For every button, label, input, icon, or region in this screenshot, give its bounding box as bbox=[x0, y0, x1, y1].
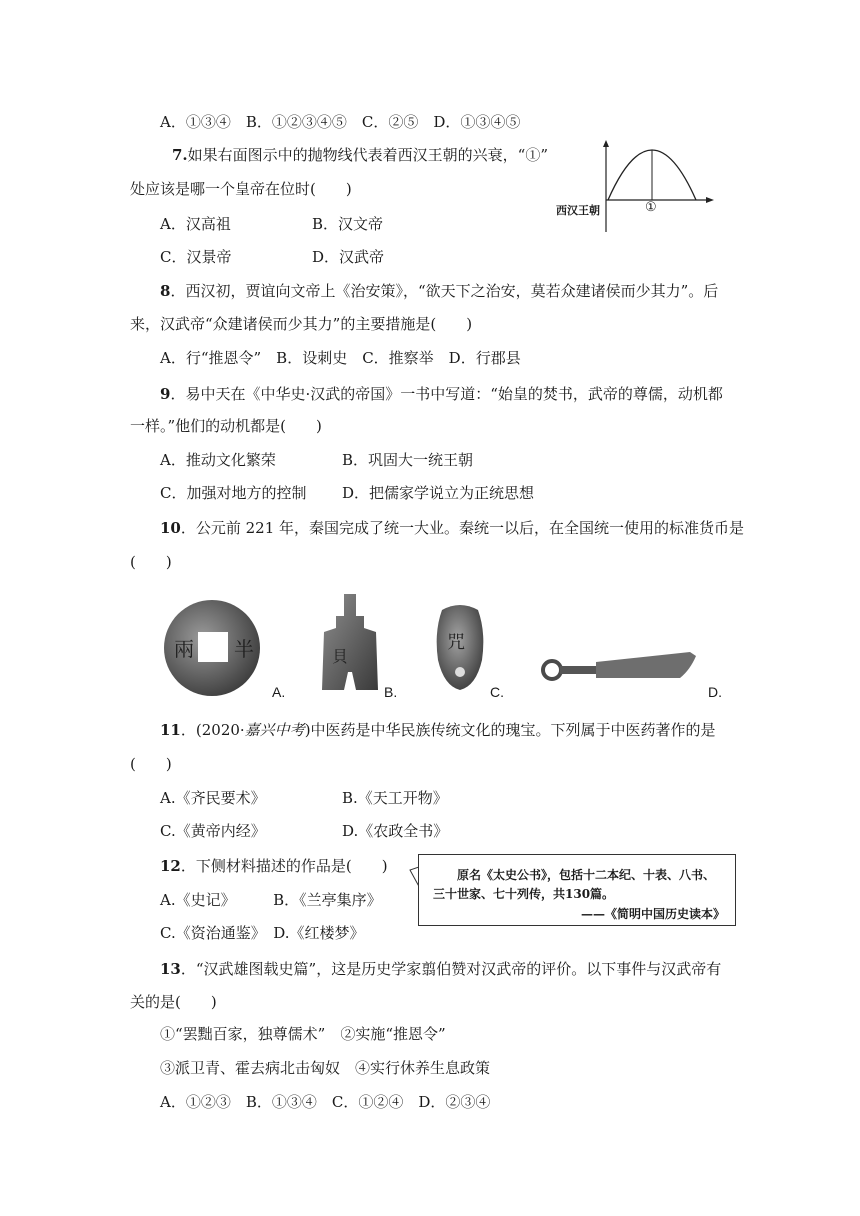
svg-text:咒: 咒 bbox=[447, 632, 465, 653]
q11-stem-line1 bbox=[160, 720, 716, 740]
quote-source: ——《简明中国历史读本》 bbox=[580, 907, 725, 921]
coin-images bbox=[160, 592, 740, 704]
q11-option-a: A.《齐民要术》 bbox=[160, 789, 266, 807]
q7-option-d: D．汉武帝 bbox=[312, 248, 385, 266]
q10-stem-line1 bbox=[160, 518, 744, 538]
q9-option-b: B．巩固大一统王朝 bbox=[342, 451, 474, 469]
q13-stem-line2: 关的是( ) bbox=[130, 993, 217, 1011]
q12-stem-text: ．下侧材料描述的作品是( ) bbox=[180, 857, 388, 875]
parabola-graphic bbox=[548, 140, 718, 236]
q9-stem-line1 bbox=[160, 384, 723, 404]
q11-option-b: B.《天工开物》 bbox=[342, 789, 448, 807]
q8-stem-text: ．西汉初，贾谊向文帝上《治安策》，“欲天下之治安，莫若众建诸侯而少其力”。后 bbox=[170, 282, 719, 300]
q7-option-c: C．汉景帝 bbox=[160, 248, 232, 266]
q7-stem-line1 bbox=[172, 145, 548, 165]
q10-number: 10 bbox=[160, 519, 181, 537]
coin-b-image bbox=[318, 592, 382, 696]
q9-stem-line2: 一样。”他们的动机都是( ) bbox=[130, 417, 322, 435]
q8-stem-line2: 来，汉武帝“众建诸侯而少其力”的主要措施是( ) bbox=[130, 315, 473, 333]
svg-text:兩: 兩 bbox=[174, 637, 194, 661]
coin-a-image bbox=[160, 598, 266, 698]
q13-options: A．①②③ B．①③④ C．①②④ D．②③④ bbox=[160, 1093, 491, 1111]
q8-stem-line1 bbox=[160, 281, 718, 301]
q7-option-b: B．汉文帝 bbox=[312, 215, 384, 233]
q9-option-a: A．推动文化繁荣 bbox=[160, 451, 276, 469]
q12-options-ab: A.《史记》 B．《兰亭集序》 bbox=[160, 891, 382, 909]
q11-number: 11 bbox=[160, 721, 181, 739]
q10-stem-text: ．公元前 221 年，秦国完成了统一大业。秦统一以后，在全国统一使用的标准货币是 bbox=[180, 519, 745, 537]
q12-number: 12 bbox=[160, 857, 181, 875]
coin-d-image bbox=[540, 648, 700, 688]
q10-stem-line2: ( ) bbox=[130, 553, 172, 571]
svg-text:半: 半 bbox=[234, 637, 254, 661]
q9-option-c: C．加强对地方的控制 bbox=[160, 484, 307, 502]
svg-text:貝: 貝 bbox=[332, 647, 349, 666]
q8-number: 8 bbox=[160, 282, 171, 300]
q12-options-cd: C.《资治通鉴》 D.《红楼梦》 bbox=[160, 924, 365, 942]
diagram-axis-label: 西汉王朝 bbox=[556, 204, 600, 217]
q11-stem-line2: ( ) bbox=[130, 755, 172, 773]
coin-c-image bbox=[432, 602, 488, 692]
q7-option-a: A．汉高祖 bbox=[160, 215, 231, 233]
q9-stem-text: ．易中天在《中华史·汉武的帝国》一书中写道：“始皇的焚书，武帝的尊儒，动机都 bbox=[170, 385, 723, 403]
diagram-marker: ① bbox=[645, 200, 657, 215]
q8-options: A．行“推恩令” B．设刺史 C．推察举 D．行郡县 bbox=[160, 349, 521, 367]
q7-number: 7. bbox=[172, 146, 188, 164]
q11-option-c: C.《黄帝内经》 bbox=[160, 822, 266, 840]
coin-a-label: A. bbox=[272, 684, 286, 700]
q13-stem-line1 bbox=[160, 959, 721, 979]
q13-stem-text: ．“汉武雄图载史篇”，这是历史学家翦伯赞对汉武帝的评价。以下事件与汉武帝有 bbox=[180, 960, 722, 978]
q7-stem-line2: 处应该是哪一个皇帝在位时( ) bbox=[130, 180, 352, 198]
q7-stem-text: 如果右面图示中的抛物线代表着西汉王朝的兴衰，“①” bbox=[187, 146, 549, 164]
q11-stem-pre: ．(2020· bbox=[180, 721, 245, 739]
q12-stem bbox=[160, 856, 388, 876]
q13-items-line1: ①“罢黜百家，独尊儒术” ②实施“推恩令” bbox=[160, 1025, 446, 1043]
q13-items-line2: ③派卫青、霍去病北击匈奴 ④实行休养生息政策 bbox=[160, 1059, 491, 1077]
quote-line1: 原名《太史公书》，包括十二本纪、十表、八书、 bbox=[457, 868, 716, 882]
y-axis-arrow bbox=[603, 140, 609, 147]
q11-option-d: D.《农政全书》 bbox=[342, 822, 449, 840]
q9-option-d: D．把儒家学说立为正统思想 bbox=[342, 484, 535, 502]
q6-options: A．①③④ B．①②③④⑤ C．②⑤ D．①③④⑤ bbox=[160, 113, 521, 131]
quote-line2: 三十世家、七十列传，共130篇。 bbox=[433, 887, 615, 901]
parabola-diagram bbox=[548, 140, 718, 236]
q11-stem-post: )中医药是中华民族传统文化的瑰宝。下列属于中医药著作的是 bbox=[304, 721, 716, 739]
coin-c-label: C. bbox=[490, 684, 504, 700]
q9-number: 9 bbox=[160, 385, 171, 403]
q13-number: 13 bbox=[160, 960, 181, 978]
coin-d-label: D. bbox=[708, 684, 722, 700]
coin-b-label: B. bbox=[384, 684, 398, 700]
q11-citation: 嘉兴中考 bbox=[244, 721, 305, 739]
x-axis-arrow bbox=[706, 197, 714, 203]
quote-box bbox=[418, 854, 736, 926]
